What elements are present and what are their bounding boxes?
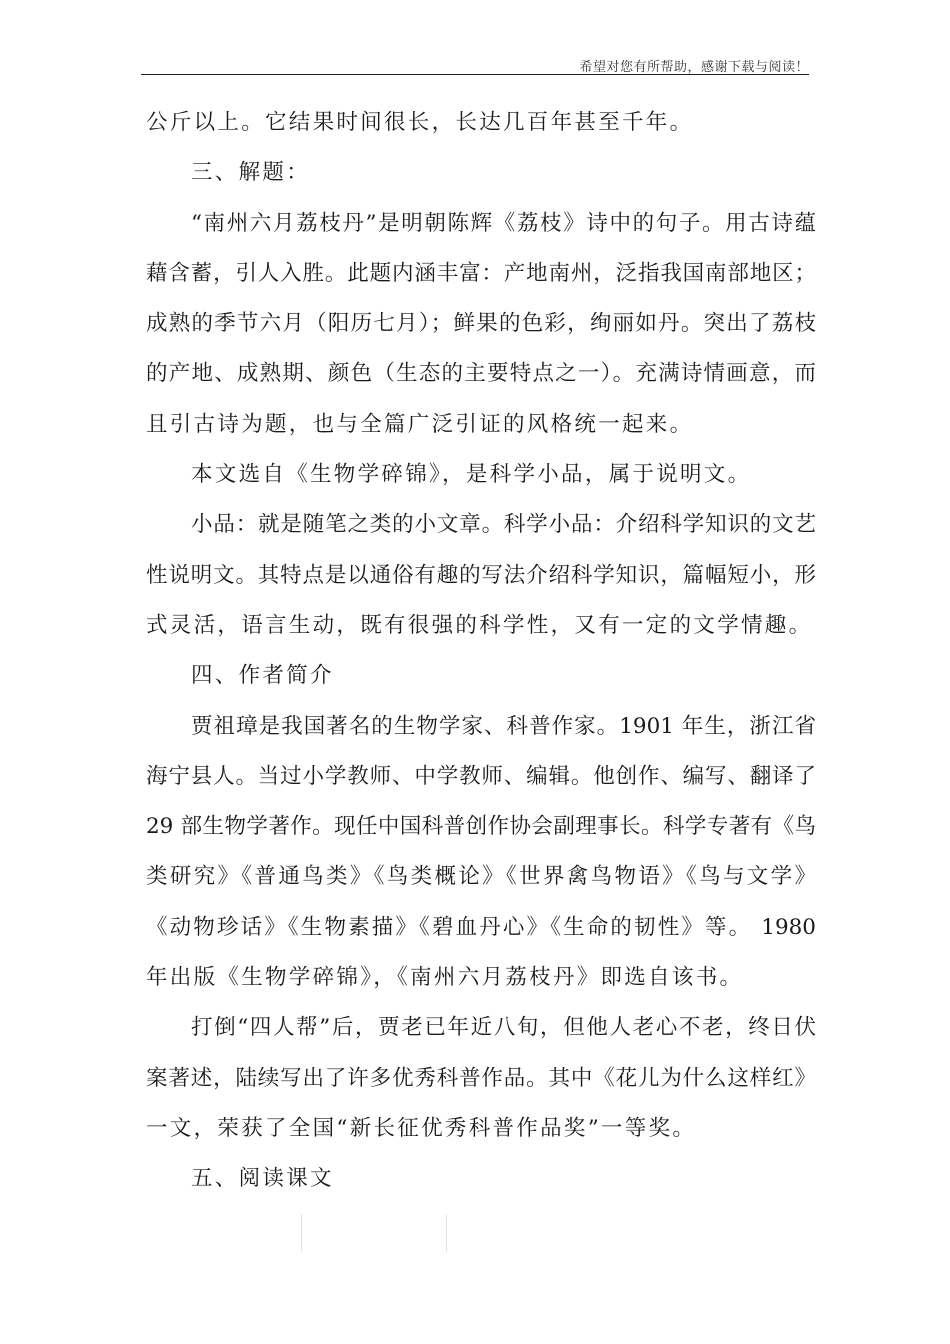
header-text: 希望对您有所帮助，感谢下载与阅读！ (579, 60, 809, 75)
page-header (141, 54, 809, 75)
frame-line-left (301, 1214, 302, 1252)
text-line: 藉含蓄，引人入胜。此题内涵丰富：产地南州，泛指我国南部地区； (146, 260, 816, 286)
text-line: “南州六月荔枝丹”是明朝陈辉《荔枝》诗中的句子。用古诗蕴 (191, 210, 816, 236)
text-line: 29 部生物学著作。现任中国科普创作协会副理事长。科学专著有《鸟 (146, 814, 816, 840)
frame-line-right (446, 1214, 447, 1252)
text-line: 的产地、成熟期、颜色（生态的主要特点之一）。充满诗情画意，而 (146, 361, 816, 387)
text-line: 成熟的季节六月（阳历七月）；鲜果的色彩，绚丽如丹。突出了荔枝 (146, 311, 816, 337)
text-line: 一文，荣获了全国“新长征优秀科普作品奖”一等奖。 (146, 1115, 697, 1141)
text-line: 小品：就是随笔之类的小文章。科学小品：介绍科学知识的文艺 (191, 512, 816, 538)
text-line: 类研究》《普通鸟类》《鸟类概论》《世界禽鸟物语》《鸟与文学》 (146, 864, 816, 890)
text-line: 五、阅读课文 (191, 1166, 334, 1192)
text-line: 海宁县人。当过小学教师、中学教师、编辑。他创作、编写、翻译了 (146, 763, 816, 789)
text-line: 性说明文。其特点是以通俗有趣的写法介绍科学知识，篇幅短小，形 (146, 562, 816, 588)
document-body (146, 98, 816, 1205)
text-line: 贾祖璋是我国著名的生物学家、科普作家。1901 年生，浙江省 (191, 713, 816, 739)
text-line: 年出版《生物学碎锦》，《南州六月荔枝丹》即选自该书。 (146, 965, 744, 991)
text-line: 《动物珍话》《生物素描》《碧血丹心》《生命的韧性》等。 1980 (146, 914, 816, 940)
text-line: 且引古诗为题，也与全篇广泛引证的风格统一起来。 (146, 411, 694, 437)
text-line: 本文选自《生物学碎锦》，是科学小品，属于说明文。 (191, 462, 752, 488)
text-line: 打倒“四人帮”后，贾老已年近八旬，但他人老心不老，终日伏 (191, 1015, 816, 1041)
text-line: 四、作者简介 (191, 663, 334, 689)
text-line: 案著述，陆续写出了许多优秀科普作品。其中《花儿为什么这样红》 (146, 1065, 816, 1091)
text-line: 三、解题： (191, 160, 311, 186)
text-line: 式灵活，语言生动，既有很强的科学性，又有一定的文学情趣。 (146, 612, 813, 638)
text-line: 公斤以上。它结果时间很长，长达几百年甚至千年。 (146, 110, 694, 135)
